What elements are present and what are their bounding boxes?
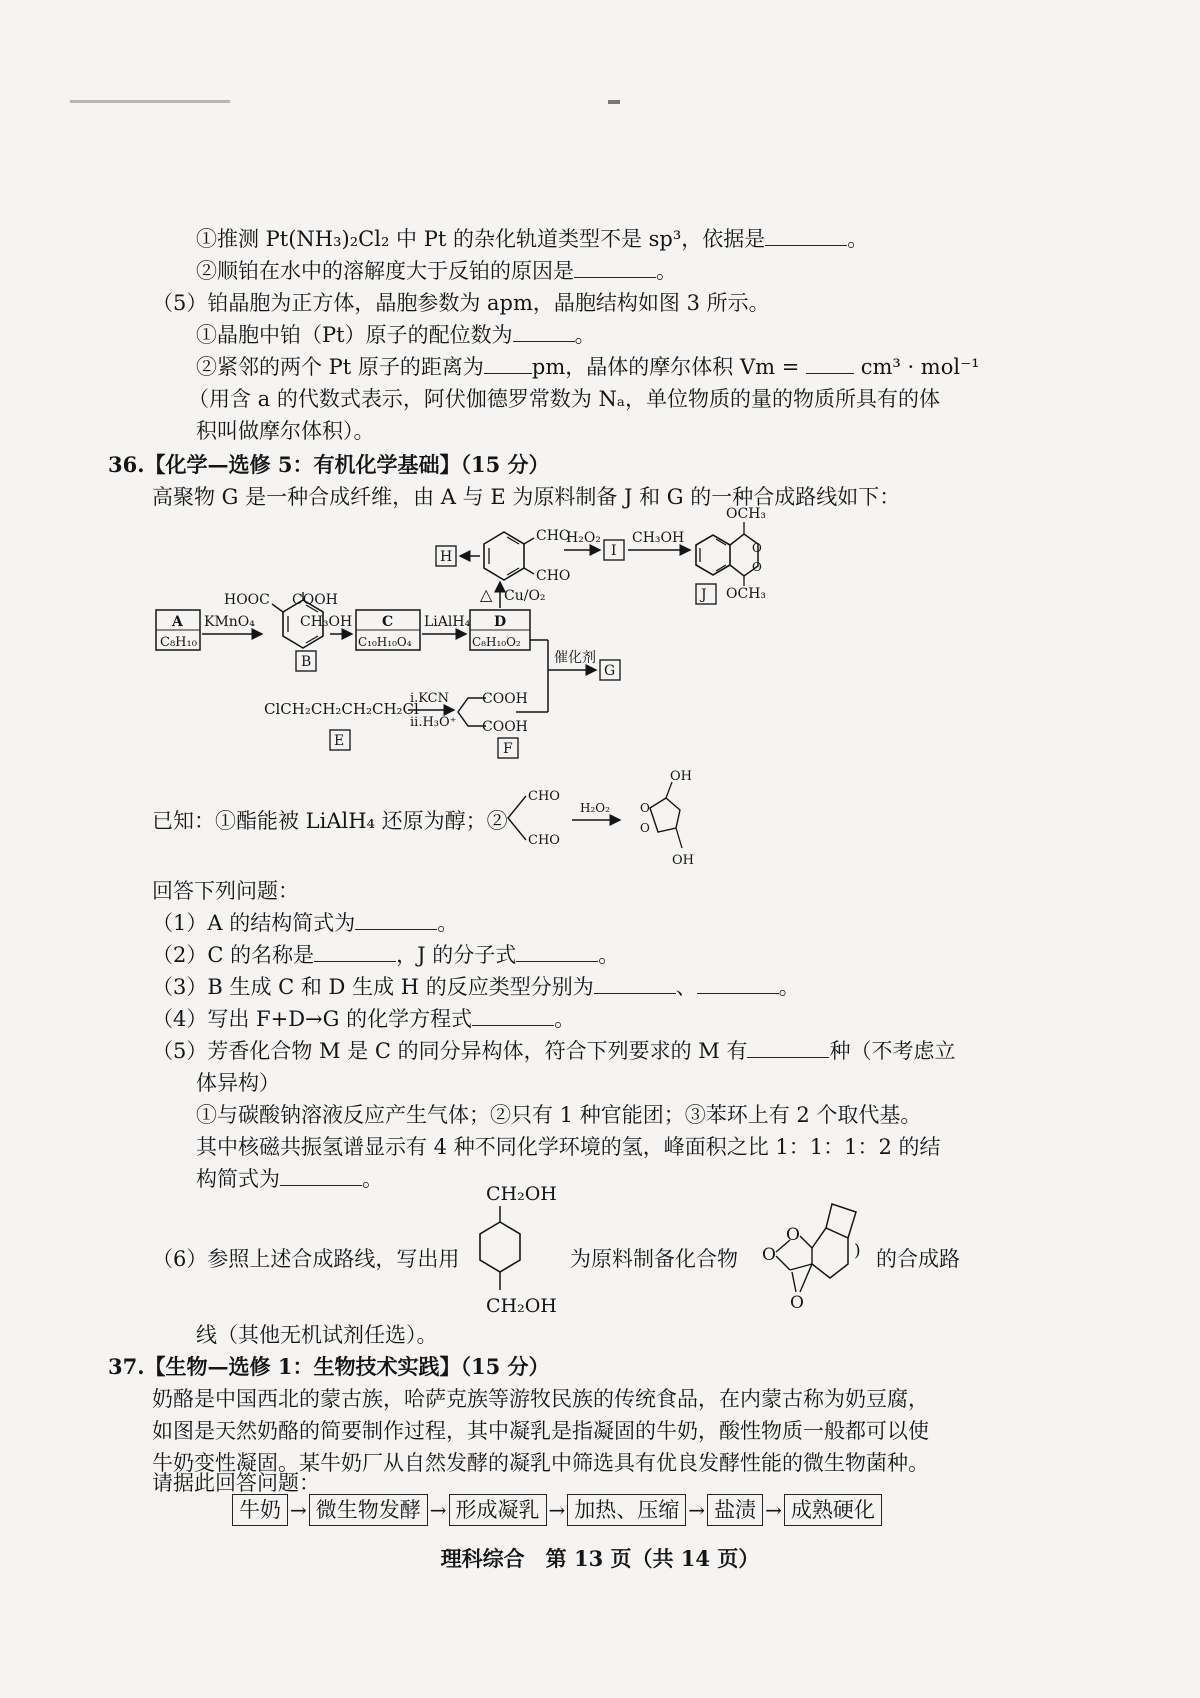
q37-line-2: [152, 1416, 929, 1446]
p5d-text: ①与碳酸钠溶液反应产生气体；②只有 1 种官能团；③苯环上有 2 个取代基。: [196, 1103, 922, 1127]
svg-text:O: O: [786, 1225, 800, 1245]
compound-j-structure: [696, 522, 762, 586]
p6c-text: 的合成路: [876, 1247, 960, 1271]
b-sub-cooh: COOH: [292, 592, 338, 608]
reagent-heat: △: [480, 585, 493, 604]
punct: 。: [847, 227, 869, 251]
p6-ch2oh-top: CH₂OH: [486, 1183, 557, 1205]
compound-c-formula: C₁₀H₁₀O₄: [358, 635, 412, 649]
known-text: 已知：①酯能被 LiAlH₄ 还原为醇；②: [152, 809, 508, 833]
svg-text:O: O: [762, 1245, 776, 1265]
p5e-text: 其中核磁共振氢谱显示有 4 种不同化学环境的氢，峰面积之比 1：1：1：2 的结: [196, 1135, 941, 1159]
q35-text-5c: cm³ · mol⁻¹: [860, 355, 980, 379]
q35-text-3: （5）铂晶胞为正方体，晶胞参数为 apm，晶胞结构如图 3 所示。: [152, 291, 770, 315]
known-cho-bot: CHO: [528, 833, 560, 848]
reagent-ch3oh-2: CH₃OH: [632, 530, 685, 546]
compound-a-label: A: [172, 614, 183, 630]
f-cooh-bot: COOH: [482, 719, 528, 735]
q37-text-2: 如图是天然奶酪的简要制作过程，其中凝乳是指凝固的牛奶，酸性物质一般都可以使: [152, 1419, 929, 1443]
q37-text-4: 请据此回答问题：: [152, 1471, 320, 1495]
flow-arrow: →: [290, 1498, 307, 1522]
p1-text: （1）A 的结构简式为: [152, 911, 356, 935]
q36-p5: [152, 1036, 955, 1066]
flow-step-ripening: 成熟硬化: [784, 1494, 882, 1526]
punct: 。: [554, 1007, 576, 1031]
q36-title-text: 36.【化学—选修 5：有机化学基础】（15 分）: [108, 452, 550, 477]
q36-p1: [152, 908, 458, 938]
svg-text:O: O: [790, 1293, 804, 1313]
flow-arrow: →: [688, 1498, 706, 1522]
answer-blank: [355, 909, 437, 930]
q36-p6-mid: [570, 1244, 738, 1274]
p5b-text: 种（不考虑立: [829, 1039, 956, 1063]
p3-text: （3）B 生成 C 和 D 生成 H 的反应类型分别为: [152, 975, 594, 999]
svg-text:O: O: [752, 560, 762, 574]
p5a-text: （5）芳香化合物 M 是 C 的同分异构体，符合下列要求的 M 有: [152, 1039, 748, 1063]
compound-e-label: E: [334, 733, 345, 749]
reagent-kmno4: KMnO₄: [204, 614, 255, 630]
q36-p5-cond: [196, 1100, 921, 1130]
q36-prompt: [152, 876, 299, 906]
q36-intro-text: 高聚物 G 是一种合成纤维，由 A 与 E 为原料制备 J 和 G 的一种合成路线如下：: [152, 485, 901, 509]
answer-blank: [280, 1165, 362, 1186]
compound-a-formula: C₈H₁₀: [160, 635, 197, 650]
q35-text-4: ①晶胞中铂（Pt）原子的配位数为: [196, 323, 513, 347]
p2a-text: （2）C 的名称是: [152, 943, 315, 967]
j-och3-bot: OCH₃: [726, 586, 767, 602]
q37-title: [108, 1352, 550, 1382]
q36-p5-nmr: [196, 1132, 941, 1162]
compound-f-label: F: [503, 741, 513, 757]
q37-line-1: [152, 1384, 929, 1414]
flow-step-curd: 形成凝乳: [449, 1494, 547, 1526]
compound-g-label: G: [604, 663, 616, 679]
punct: 。: [574, 323, 596, 347]
punct: 。: [362, 1167, 383, 1191]
known-product-ring: [640, 782, 682, 848]
answer-blank: [314, 941, 396, 962]
p5f-text: 构简式为: [196, 1167, 280, 1191]
flow-step-salting: 盐渍: [707, 1494, 763, 1526]
p6-ch2oh-bot: CH₂OH: [486, 1295, 557, 1317]
known-cho-top: CHO: [528, 789, 560, 804]
p6b-text: 为原料制备化合物: [570, 1247, 738, 1271]
flow-step-milk: 牛奶: [232, 1494, 288, 1526]
dialdehyde-structure: [484, 532, 534, 580]
compound-c-label: C: [382, 614, 394, 630]
known-oh-bot: OH: [672, 853, 694, 868]
reagent-lialh4: LiAlH₄: [424, 614, 471, 630]
answer-blank: [697, 973, 779, 994]
reagent-h3o: ii.H₃O⁺: [410, 715, 457, 730]
q36-p6-end: [876, 1244, 960, 1274]
punct: 。: [656, 259, 677, 283]
q35-text-5a: ②紧邻的两个 Pt 原子的距离为: [196, 355, 484, 379]
q37-text-1: 奶酪是中国西北的蒙古族，哈萨克族等游牧民族的传统食品，在内蒙古称为奶豆腐，: [152, 1387, 929, 1411]
compound-h-label: H: [440, 549, 453, 565]
compound-d-label: D: [494, 614, 507, 630]
p6d-text: 线（其他无机试剂任选）。: [196, 1323, 438, 1347]
q36-known: [152, 806, 508, 836]
prompt-text: 回答下列问题：: [152, 879, 299, 903]
compound-e-formula: ClCH₂CH₂CH₂CH₂Cl: [264, 700, 419, 718]
known-oh-top: OH: [670, 769, 692, 784]
flow-step-fermentation: 微生物发酵: [309, 1494, 428, 1526]
answer-blank: [516, 941, 598, 962]
dial-cho-top: CHO: [536, 528, 571, 544]
b-sub-hooc: HOOC: [224, 592, 270, 608]
compound-i-label: I: [611, 543, 617, 559]
q35-text-6: （用含 a 的代数式表示，阿伏伽德罗常数为 Nₐ，单位物质的量的物质所具有的体: [188, 387, 941, 411]
compound-j-label: J: [701, 587, 707, 603]
q37-text-3: 牛奶变性凝固。某牛奶厂从自然发酵的凝乳中筛选具有优良发酵性能的微生物菌种。: [152, 1451, 929, 1475]
reagent-cuo2: Cu/O₂: [504, 588, 546, 604]
punct: 、: [675, 975, 697, 999]
q35-text-7: 积叫做摩尔体积）。: [196, 419, 375, 443]
synthesis-scheme: [0, 0, 1200, 780]
q35-text-5b: pm，晶体的摩尔体积 Vm =: [531, 355, 800, 379]
answer-blank: [747, 1037, 829, 1058]
compound-d-formula: C₈H₁₀O₂: [472, 635, 521, 649]
q36-p5-struct: [196, 1164, 383, 1194]
page-footer: [0, 1543, 1200, 1573]
reagent-catalyst: 催化剂: [554, 650, 596, 666]
flow-arrow: →: [765, 1498, 782, 1522]
q35-text-1: ①推测 Pt(NH₃)₂Cl₂ 中 Pt 的杂化轨道类型不是 sp³，依据是: [196, 227, 766, 251]
q36-p6: [152, 1244, 459, 1274]
p5c-text: 体异构）: [196, 1071, 280, 1095]
q35-text-2: ②顺铂在水中的溶解度大于反铂的原因是: [196, 259, 574, 283]
svg-text:O: O: [752, 541, 762, 555]
q36-p3: [152, 972, 800, 1002]
flow-arrow: →: [429, 1498, 447, 1522]
punct: 。: [437, 911, 459, 935]
punct: 。: [598, 943, 620, 967]
answer-blank: [472, 1005, 554, 1026]
reagent-ch3oh: CH₃OH: [300, 614, 353, 630]
q36-p6-cont: [196, 1320, 438, 1350]
j-och3-top: OCH₃: [726, 506, 767, 522]
punct: 。: [778, 975, 800, 999]
svg-text:): ): [854, 1241, 861, 1261]
p2b-text: ，J 的分子式: [396, 943, 517, 967]
q37-title-text: 37.【生物—选修 1：生物技术实践】（15 分）: [108, 1354, 550, 1379]
footer-text: 理科综合 第 13 页（共 14 页）: [440, 1546, 760, 1571]
compound-b-label: B: [301, 654, 312, 670]
q36-p5-cont: [196, 1068, 280, 1098]
q36-p4: [152, 1004, 575, 1034]
flow-arrow: →: [548, 1498, 566, 1522]
q36-p2: [152, 940, 619, 970]
p6-target-compound: [756, 1184, 876, 1314]
answer-blank: [594, 973, 676, 994]
reagent-kcn: i.KCN: [410, 691, 449, 706]
cheese-process-flow: [232, 1494, 882, 1526]
reagent-h2o2: H₂O₂: [566, 530, 601, 546]
f-cooh-top: COOH: [482, 691, 528, 707]
svg-text:O: O: [640, 801, 650, 815]
known-reaction: [500, 764, 720, 874]
dial-cho-bot: CHO: [536, 568, 571, 584]
p6-starting-material: [470, 1178, 580, 1328]
flow-step-heat-press: 加热、压缩: [567, 1494, 686, 1526]
p6a-text: （6）参照上述合成路线，写出用: [152, 1247, 460, 1271]
known-reagent: H₂O₂: [580, 801, 610, 815]
svg-text:O: O: [640, 821, 650, 835]
p4-text: （4）写出 F+D→G 的化学方程式: [152, 1007, 473, 1031]
